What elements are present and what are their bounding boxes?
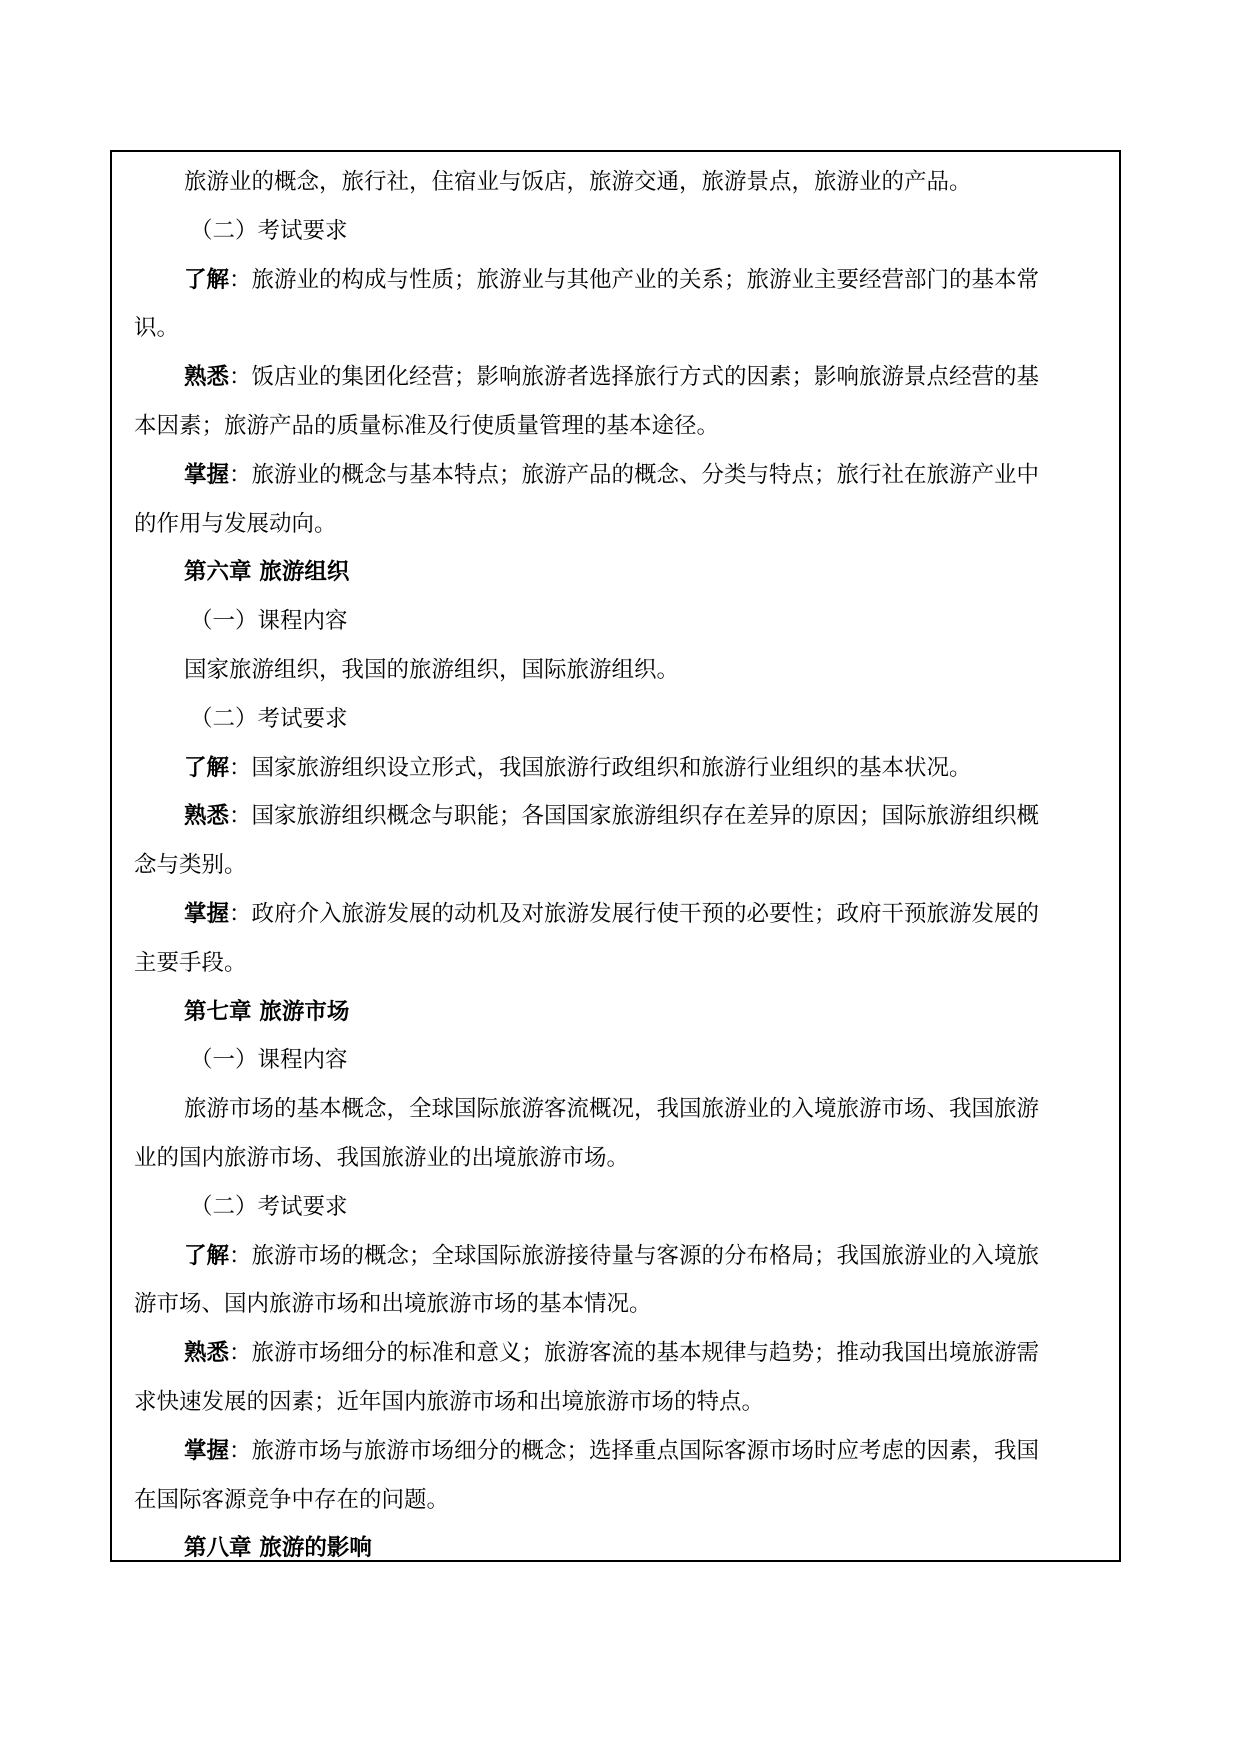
section-subheading: （二）考试要求 bbox=[190, 1193, 348, 1220]
chapter-heading: 第七章 旅游市场 bbox=[184, 998, 350, 1025]
requirement-line bbox=[122, 1329, 1109, 1378]
requirement-label: 熟悉 bbox=[184, 1340, 230, 1367]
section-subheading: （一）课程内容 bbox=[190, 608, 348, 635]
section-subheading: （二）考试要求 bbox=[190, 217, 348, 244]
requirement-label: 了解 bbox=[184, 1242, 230, 1269]
requirement-label: 熟悉 bbox=[184, 803, 230, 830]
requirement-line bbox=[122, 792, 1109, 841]
requirement-label: 了解 bbox=[184, 266, 230, 293]
requirement-label: 熟悉 bbox=[184, 364, 230, 391]
requirement-label: 掌握 bbox=[184, 461, 230, 488]
requirement-text: ：国家旅游组织概念与职能；各国国家旅游组织存在差异的原因；国际旅游组织概 bbox=[229, 803, 1040, 830]
requirement-line bbox=[122, 451, 1109, 500]
paragraph-continuation: 求快速发展的因素；近年国内旅游市场和出境旅游市场的特点。 bbox=[134, 1388, 765, 1415]
requirement-label: 了解 bbox=[184, 754, 230, 781]
paragraph-continuation: 游市场、国内旅游市场和出境旅游市场的基本情况。 bbox=[134, 1291, 652, 1318]
requirement-text: ：旅游市场与旅游市场细分的概念；选择重点国际客源市场时应考虑的因素，我国 bbox=[229, 1437, 1040, 1464]
paragraph-continuation: 念与类别。 bbox=[134, 852, 247, 879]
requirement-text: ：旅游业的构成与性质；旅游业与其他产业的关系；旅游业主要经营部门的基本常 bbox=[229, 266, 1040, 293]
paragraph-continuation: 在国际客源竞争中存在的问题。 bbox=[134, 1486, 450, 1513]
requirement-line bbox=[122, 1232, 1109, 1281]
requirement-text: ：旅游业的概念与基本特点；旅游产品的概念、分类与特点；旅行社在旅游产业中 bbox=[229, 461, 1040, 488]
section-subheading: （二）考试要求 bbox=[190, 705, 348, 732]
paragraph-continuation: 识。 bbox=[134, 315, 180, 342]
paragraph-line: 旅游业的概念，旅行社，住宿业与饭店，旅游交通，旅游景点，旅游业的产品。 bbox=[184, 169, 972, 195]
paragraph-line: 国家旅游组织，我国的旅游组织，国际旅游组织。 bbox=[184, 656, 680, 683]
requirement-line bbox=[122, 353, 1109, 402]
section-subheading: （一）课程内容 bbox=[190, 1047, 348, 1074]
paragraph-continuation: 的作用与发展动向。 bbox=[134, 510, 337, 537]
requirement-line bbox=[122, 890, 1109, 939]
requirement-line bbox=[122, 1427, 1109, 1476]
chapter-heading: 第六章 旅游组织 bbox=[184, 559, 350, 586]
chapter-heading: 第八章 旅游的影响 bbox=[184, 1535, 372, 1562]
requirement-text: ：国家旅游组织设立形式，我国旅游行政组织和旅游行业组织的基本状况。 bbox=[229, 754, 972, 781]
requirement-label: 掌握 bbox=[184, 1437, 230, 1464]
requirement-label: 掌握 bbox=[184, 900, 230, 927]
paragraph-line: 旅游市场的基本概念，全球国际旅游客流概况，我国旅游业的入境旅游市场、我国旅游 bbox=[184, 1096, 1040, 1123]
document-frame bbox=[110, 150, 1121, 1562]
requirement-text: ：政府介入旅游发展的动机及对旅游发展行使干预的必要性；政府干预旅游发展的 bbox=[229, 900, 1040, 927]
requirement-line bbox=[122, 744, 1109, 793]
requirement-line bbox=[122, 256, 1109, 305]
requirement-text: ：旅游市场细分的标准和意义；旅游客流的基本规律与趋势；推动我国出境旅游需 bbox=[229, 1340, 1040, 1367]
paragraph-continuation: 业的国内旅游市场、我国旅游业的出境旅游市场。 bbox=[134, 1144, 630, 1171]
requirement-text: ：旅游市场的概念；全球国际旅游接待量与客源的分布格局；我国旅游业的入境旅 bbox=[229, 1242, 1040, 1269]
paragraph-continuation: 主要手段。 bbox=[134, 949, 247, 976]
requirement-text: ：饭店业的集团化经营；影响旅游者选择旅行方式的因素；影响旅游景点经营的基 bbox=[229, 364, 1040, 391]
paragraph-continuation: 本因素；旅游产品的质量标准及行使质量管理的基本途径。 bbox=[134, 412, 720, 439]
